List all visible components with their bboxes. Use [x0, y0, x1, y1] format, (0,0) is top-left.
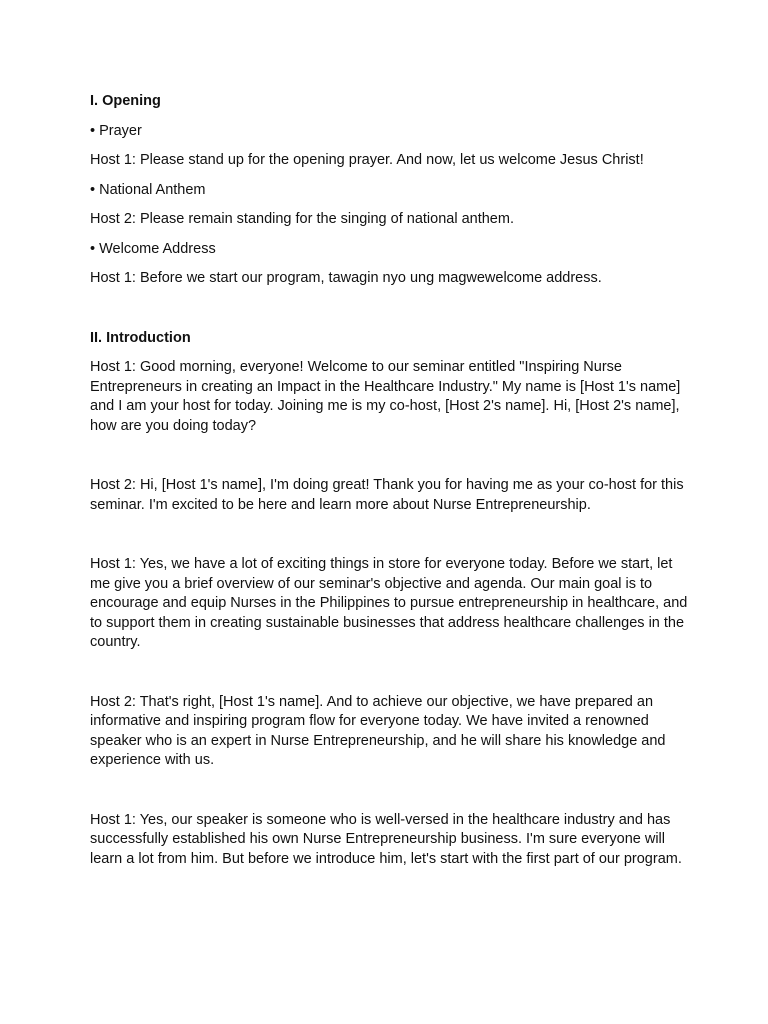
- dialogue-paragraph: Host 1: Yes, we have a lot of exciting things in store for everyone today. Before we start, let me give you a brief overview of our seminar's objective and agenda. Our main goal is to encourage and equip Nurses in the Philippines to pursue entrepreneurship in healthcare, and to support them in creating sustainable businesses that address healthcare challenges in the country.: [90, 556, 688, 650]
- dialogue-paragraph: Host 2: That's right, [Host 1's name]. And to achieve our objective, we have prepared an informative and inspiring program flow for everyone today. We have invited a renowned speaker who is an expert in Nurse Entrepreneurship, and he will share his knowledge and experience with us.: [90, 693, 666, 768]
- bullet-national-anthem: • National Anthem: [90, 181, 206, 198]
- bullet-welcome-address: • Welcome Address: [90, 240, 216, 257]
- host-line-welcome: Host 1: Before we start our program, tawagin nyo ung magwewelcome address.: [90, 270, 602, 286]
- document-page: [90, 92, 690, 869]
- dialogue-paragraph: Host 2: Hi, [Host 1's name], I'm doing great! Thank you for having me as your co-host for this seminar. I'm excited to be here and learn more about Nurse Entrepreneurship.: [90, 477, 684, 513]
- bullet-prayer: • Prayer: [90, 122, 142, 139]
- host-line-prayer: Host 1: Please stand up for the opening prayer. And now, let us welcome Jesus Christ!: [90, 152, 644, 168]
- host-line-anthem: Host 2: Please remain standing for the singing of national anthem.: [90, 211, 514, 227]
- section-heading-opening: I. Opening: [90, 93, 161, 109]
- dialogue-paragraph: Host 1: Good morning, everyone! Welcome to our seminar entitled "Inspiring Nurse Entrepreneurs in creating an Impact in the Healthcare Industry." My name is [Host 1's name] and I am your host for today. Joining me is my co-host, [Host 2's name]. Hi, [Host 2's name], how are you doing today?: [90, 359, 681, 434]
- dialogue-paragraph: Host 1: Yes, our speaker is someone who is well-versed in the healthcare industry and has successfully established his own Nurse Entrepreneurship business. I'm sure everyone will learn a lot from him. But before we introduce him, let's start with the first part of our program.: [90, 811, 682, 867]
- section-heading-introduction: II. Introduction: [90, 329, 191, 346]
